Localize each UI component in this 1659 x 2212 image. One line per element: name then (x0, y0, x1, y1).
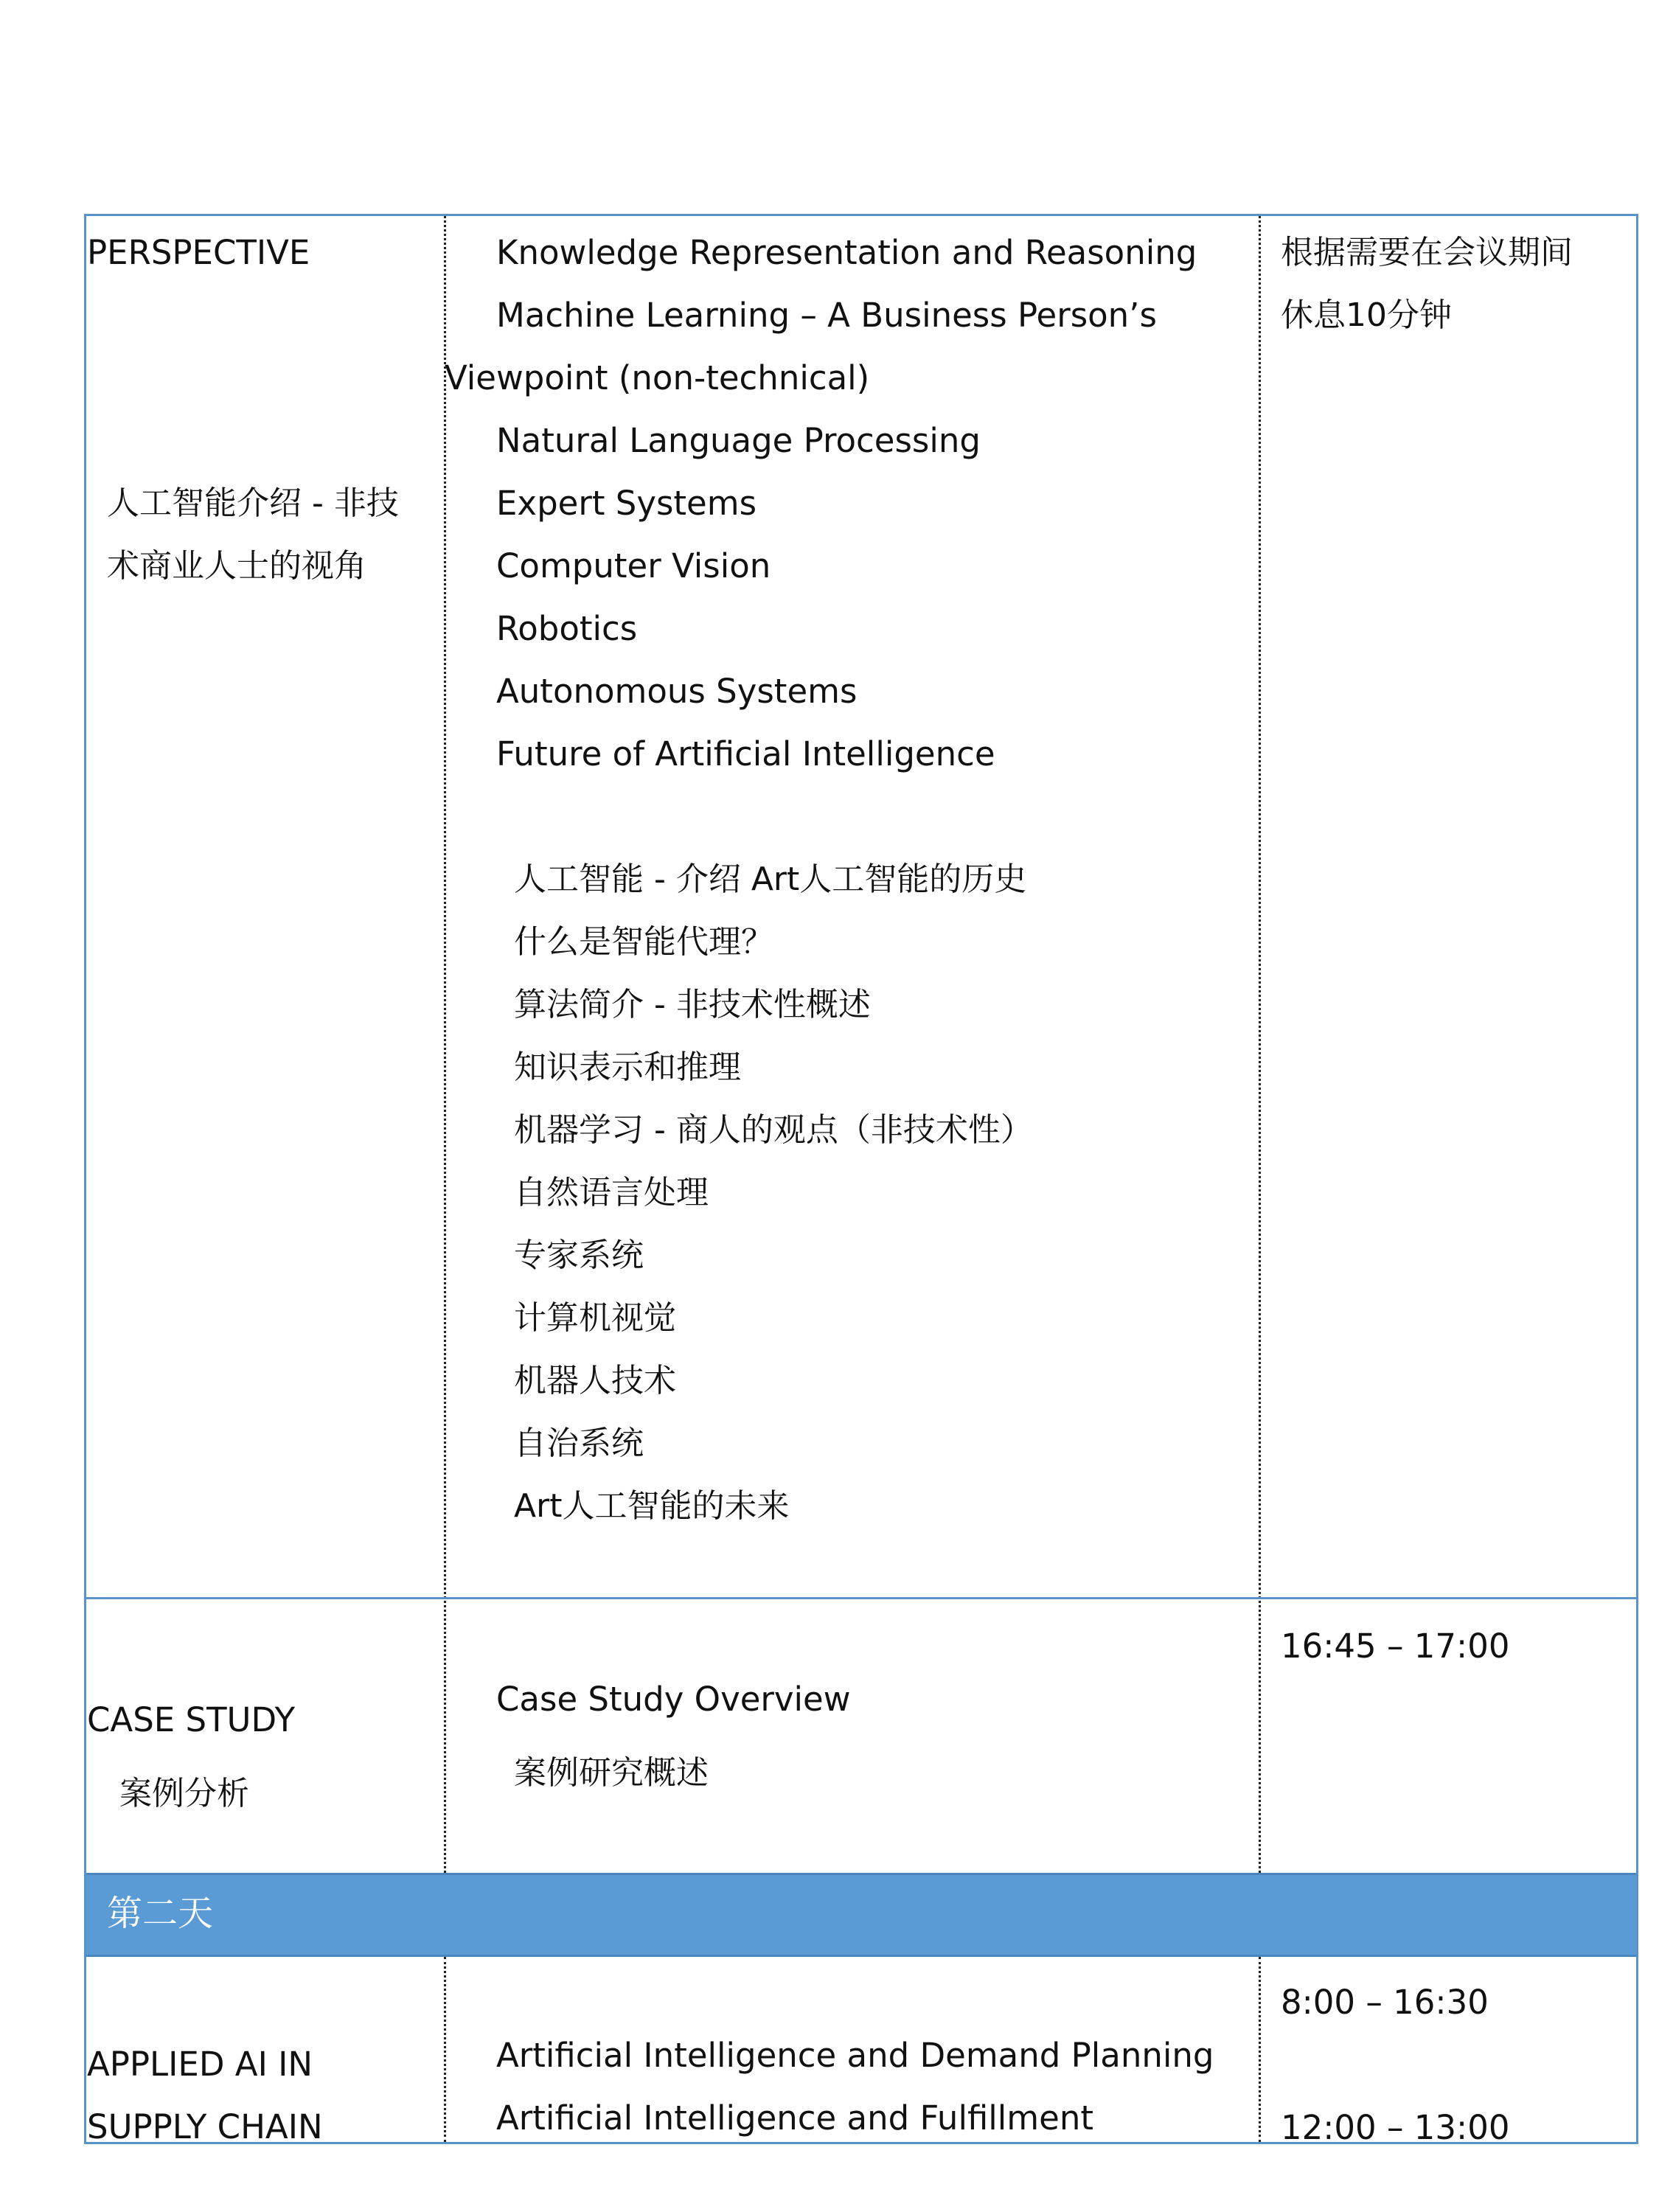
row2-topic-cn: 案例研究概述 (514, 1754, 709, 1792)
row1-label-en: PERSPECTIVE (87, 233, 310, 272)
row3-time-2: 12:00 – 13:00 (1281, 2108, 1510, 2147)
row2-label-en: CASE STUDY (87, 1700, 296, 1739)
row2-time: 16:45 – 17:00 (1281, 1627, 1510, 1666)
row1-topic-en-5: Expert Systems (496, 484, 757, 523)
list-item: 机器人技术 (514, 1362, 676, 1399)
list-item: Art人工智能的未来 (514, 1487, 790, 1525)
day-two-label: 第二天 (107, 1893, 214, 1934)
column-divider-1 (444, 216, 446, 1873)
list-item: 计算机视觉 (514, 1299, 676, 1337)
row1-label-cn-line2: 术商业人士的视角 (107, 547, 366, 585)
row1-topic-en-1: Knowledge Representation and Reasoning (496, 233, 1197, 272)
row3-label-line2: SUPPLY CHAIN (87, 2107, 323, 2146)
row3-label-line1: APPLIED AI IN (87, 2045, 313, 2084)
row3-time-1: 8:00 – 16:30 (1281, 1983, 1489, 2022)
row3-topic-en-1: Artificial Intelligence and Demand Planning (496, 2036, 1214, 2075)
day-two-band (86, 1873, 1636, 1957)
column-divider-2-lower (1259, 1957, 1261, 2142)
row1-note-line2: 休息10分钟 (1281, 296, 1452, 334)
list-item: 自然语言处理 (514, 1174, 709, 1211)
row1-topics-cn (514, 848, 1033, 1537)
list-item: 自治系统 (514, 1425, 644, 1462)
row1-note-line1: 根据需要在会议期间 (1281, 234, 1573, 271)
list-item: 人工智能 - 介绍 Art人工智能的历史 (514, 860, 1027, 898)
row2-label-cn: 案例分析 (119, 1775, 249, 1812)
list-item: 专家系统 (514, 1237, 644, 1274)
column-divider-2 (1259, 216, 1261, 1873)
row1-topic-en-9: Future of Artificial Intelligence (496, 734, 995, 773)
list-item: 知识表示和推理 (514, 1048, 741, 1086)
row1-topic-en-2: Machine Learning – A Business Person’s (496, 296, 1157, 335)
row-separator (86, 1597, 1636, 1599)
row1-label-cn-line1: 人工智能介绍 - 非技 (107, 484, 399, 522)
column-divider-1-lower (444, 1957, 446, 2142)
list-item: 机器学习 - 商人的观点（非技术性） (514, 1111, 1033, 1149)
row1-topic-en-7: Robotics (496, 609, 638, 648)
row2-topic-en: Case Study Overview (496, 1680, 851, 1719)
row1-topic-en-8: Autonomous Systems (496, 672, 858, 711)
list-item: 什么是智能代理？ (514, 923, 773, 961)
row1-topic-en-6: Computer Vision (496, 546, 771, 585)
row3-topic-en-2: Artificial Intelligence and Fulfillment (496, 2098, 1093, 2138)
list-item: 算法简介 - 非技术性概述 (514, 986, 871, 1023)
row1-topic-en-3: Viewpoint (non-technical) (445, 358, 870, 397)
row1-topic-en-4: Natural Language Processing (496, 421, 981, 460)
